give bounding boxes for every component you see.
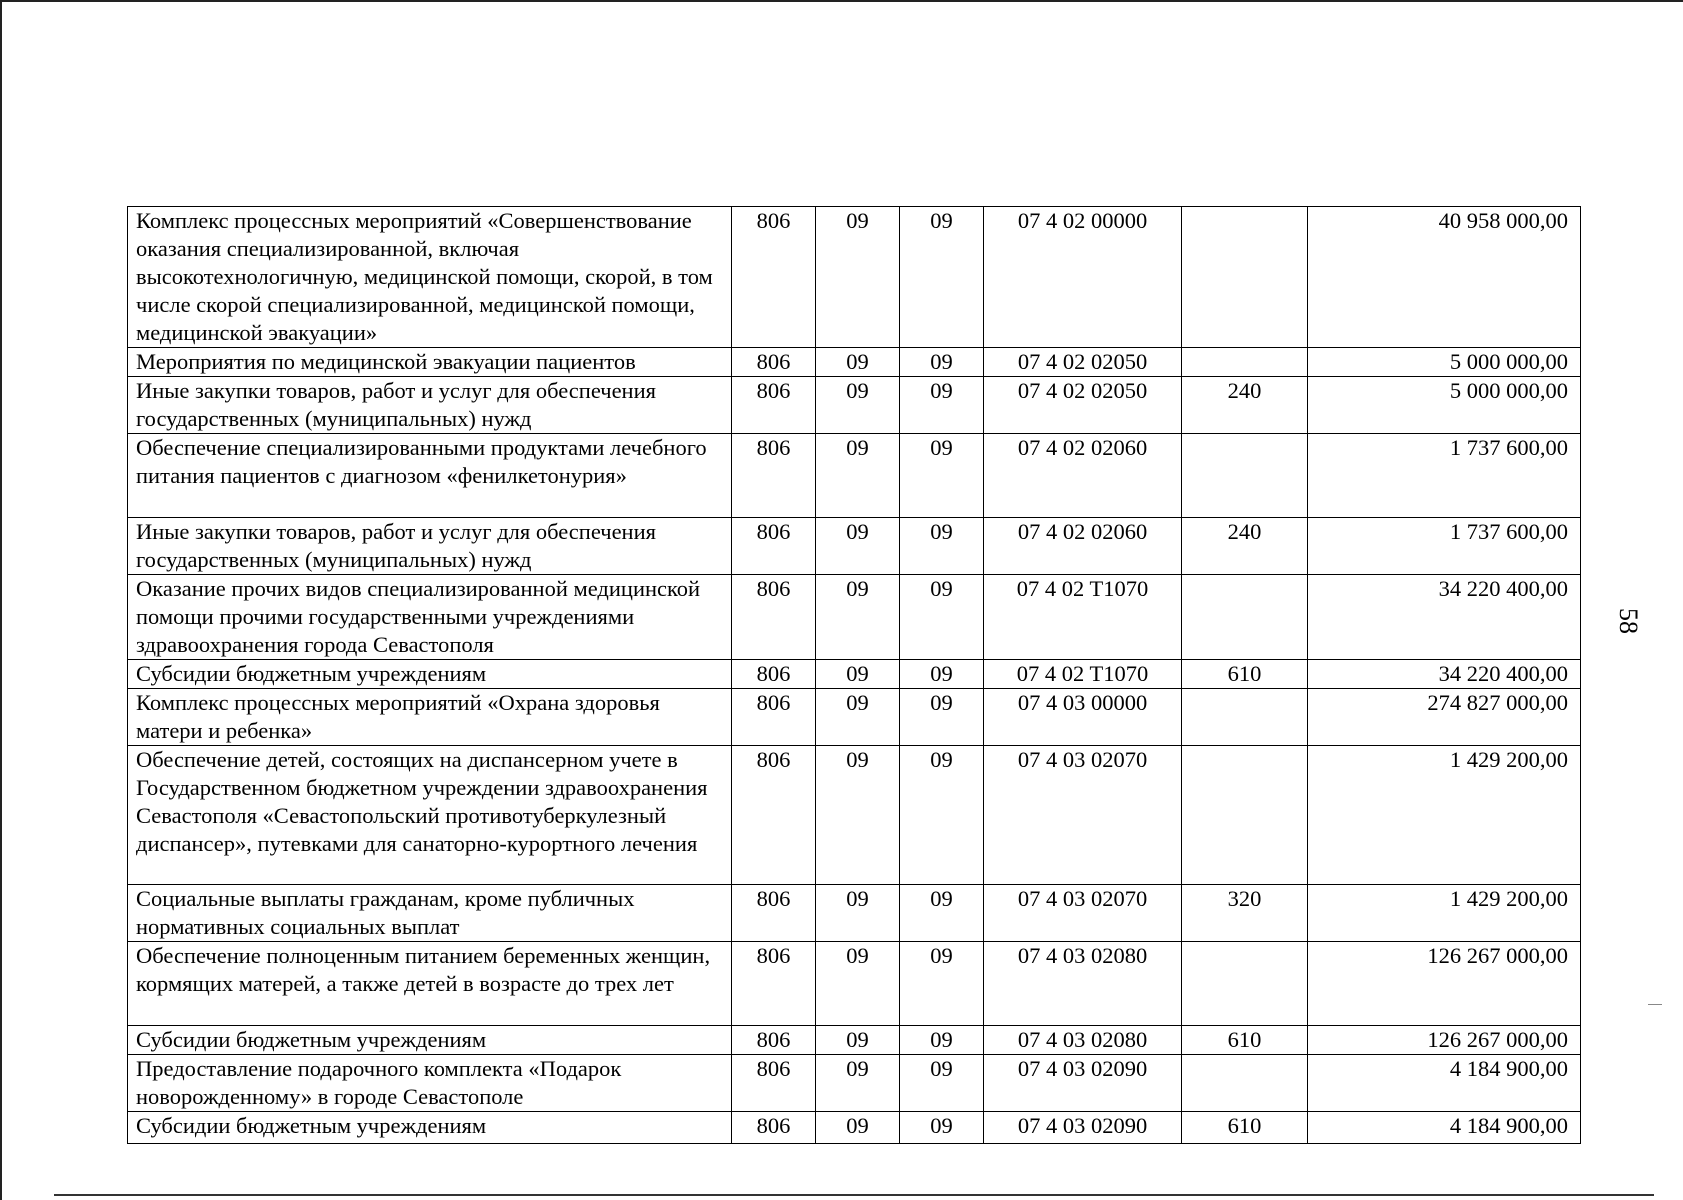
row-subsection-code: 09 (900, 348, 984, 377)
row-grbs-code: 806 (732, 518, 816, 575)
row-section-code: 09 (816, 660, 900, 689)
row-subsection-code: 09 (900, 434, 984, 518)
row-grbs-code: 806 (732, 1055, 816, 1112)
row-grbs-code: 806 (732, 660, 816, 689)
row-name: Предоставление подарочного комплекта «Подарок новорожденному» в городе Севастополе (128, 1055, 732, 1112)
table-row (128, 1026, 1581, 1055)
row-target-article: 07 4 02 02060 (984, 434, 1182, 518)
row-amount: 1 429 200,00 (1308, 885, 1581, 942)
table-row (128, 942, 1581, 1026)
budget-table-body (128, 207, 1581, 1144)
row-section-code: 09 (816, 207, 900, 348)
row-section-code: 09 (816, 518, 900, 575)
row-grbs-code: 806 (732, 207, 816, 348)
row-target-article: 07 4 03 00000 (984, 689, 1182, 746)
row-target-article: 07 4 02 02050 (984, 377, 1182, 434)
row-section-code: 09 (816, 1055, 900, 1112)
page-number: 58 (1614, 608, 1643, 634)
budget-table (127, 206, 1581, 1144)
row-grbs-code: 806 (732, 575, 816, 660)
row-target-article: 07 4 02 00000 (984, 207, 1182, 348)
row-target-article: 07 4 02 02050 (984, 348, 1182, 377)
row-target-article: 07 4 03 02070 (984, 746, 1182, 885)
row-section-code: 09 (816, 434, 900, 518)
row-name: Обеспечение полноценным питанием беременных женщин, кормящих матерей, а также детей в возрасте до трех лет (128, 942, 732, 1026)
row-grbs-code: 806 (732, 689, 816, 746)
row-name: Субсидии бюджетным учреждениям (128, 1112, 732, 1144)
row-expense-type (1182, 575, 1308, 660)
row-expense-type (1182, 207, 1308, 348)
row-subsection-code: 09 (900, 1112, 984, 1144)
scan-edge-mark (1648, 1004, 1662, 1005)
row-amount: 34 220 400,00 (1308, 575, 1581, 660)
row-expense-type: 610 (1182, 660, 1308, 689)
table-row (128, 207, 1581, 348)
row-section-code: 09 (816, 575, 900, 660)
row-grbs-code: 806 (732, 434, 816, 518)
row-expense-type (1182, 746, 1308, 885)
row-amount: 1 737 600,00 (1308, 434, 1581, 518)
row-section-code: 09 (816, 377, 900, 434)
row-subsection-code: 09 (900, 660, 984, 689)
row-grbs-code: 806 (732, 377, 816, 434)
row-name: Социальные выплаты гражданам, кроме публичных нормативных социальных выплат (128, 885, 732, 942)
row-grbs-code: 806 (732, 885, 816, 942)
row-amount: 1 737 600,00 (1308, 518, 1581, 575)
row-amount: 4 184 900,00 (1308, 1112, 1581, 1144)
row-subsection-code: 09 (900, 377, 984, 434)
row-grbs-code: 806 (732, 1026, 816, 1055)
row-target-article: 07 4 03 02090 (984, 1055, 1182, 1112)
table-row (128, 746, 1581, 885)
row-grbs-code: 806 (732, 942, 816, 1026)
row-target-article: 07 4 03 02070 (984, 885, 1182, 942)
row-section-code: 09 (816, 1026, 900, 1055)
row-subsection-code: 09 (900, 942, 984, 1026)
row-target-article: 07 4 03 02080 (984, 942, 1182, 1026)
row-amount: 34 220 400,00 (1308, 660, 1581, 689)
row-subsection-code: 09 (900, 518, 984, 575)
row-grbs-code: 806 (732, 348, 816, 377)
row-amount: 126 267 000,00 (1308, 942, 1581, 1026)
table-row (128, 885, 1581, 942)
row-expense-type: 610 (1182, 1112, 1308, 1144)
row-subsection-code: 09 (900, 207, 984, 348)
row-name: Комплекс процессных мероприятий «Совершенствование оказания специализированной, включая высокотехнологичную, медицинской помощи, скорой, в том числе скорой специализированной, медицинской помощи, медицинской эвакуации» (128, 207, 732, 348)
row-name: Мероприятия по медицинской эвакуации пациентов (128, 348, 732, 377)
row-name: Субсидии бюджетным учреждениям (128, 660, 732, 689)
table-row (128, 575, 1581, 660)
table-row (128, 689, 1581, 746)
row-amount: 5 000 000,00 (1308, 377, 1581, 434)
row-grbs-code: 806 (732, 746, 816, 885)
row-expense-type: 610 (1182, 1026, 1308, 1055)
row-amount: 1 429 200,00 (1308, 746, 1581, 885)
row-name: Иные закупки товаров, работ и услуг для обеспечения государственных (муниципальных) нужд (128, 377, 732, 434)
table-row (128, 1112, 1581, 1144)
table-row (128, 518, 1581, 575)
row-section-code: 09 (816, 348, 900, 377)
table-row (128, 1055, 1581, 1112)
row-name: Субсидии бюджетным учреждениям (128, 1026, 732, 1055)
row-target-article: 07 4 02 02060 (984, 518, 1182, 575)
row-target-article: 07 4 02 T1070 (984, 575, 1182, 660)
row-name: Оказание прочих видов специализированной медицинской помощи прочими государственными учреждениями здравоохранения города Севастополя (128, 575, 732, 660)
row-section-code: 09 (816, 746, 900, 885)
row-expense-type: 240 (1182, 377, 1308, 434)
row-section-code: 09 (816, 885, 900, 942)
row-target-article: 07 4 03 02080 (984, 1026, 1182, 1055)
row-expense-type (1182, 434, 1308, 518)
row-section-code: 09 (816, 1112, 900, 1144)
row-amount: 40 958 000,00 (1308, 207, 1581, 348)
table-row (128, 660, 1581, 689)
row-amount: 126 267 000,00 (1308, 1026, 1581, 1055)
page-border-left (0, 0, 2, 1200)
row-expense-type (1182, 942, 1308, 1026)
row-amount: 4 184 900,00 (1308, 1055, 1581, 1112)
table-row (128, 348, 1581, 377)
row-target-article: 07 4 03 02090 (984, 1112, 1182, 1144)
row-subsection-code: 09 (900, 1026, 984, 1055)
row-subsection-code: 09 (900, 1055, 984, 1112)
row-expense-type (1182, 1055, 1308, 1112)
page-border-top (0, 0, 1683, 2)
page-border-bottom (54, 1194, 1654, 1196)
row-amount: 274 827 000,00 (1308, 689, 1581, 746)
row-section-code: 09 (816, 689, 900, 746)
row-grbs-code: 806 (732, 1112, 816, 1144)
row-name: Обеспечение специализированными продуктами лечебного питания пациентов с диагнозом «фенилкетонурия» (128, 434, 732, 518)
row-amount: 5 000 000,00 (1308, 348, 1581, 377)
row-expense-type (1182, 689, 1308, 746)
table-row (128, 434, 1581, 518)
row-section-code: 09 (816, 942, 900, 1026)
row-subsection-code: 09 (900, 575, 984, 660)
row-name: Комплекс процессных мероприятий «Охрана здоровья матери и ребенка» (128, 689, 732, 746)
row-subsection-code: 09 (900, 689, 984, 746)
row-target-article: 07 4 02 T1070 (984, 660, 1182, 689)
row-name: Обеспечение детей, состоящих на диспансерном учете в Государственном бюджетном учреждении здравоохранения Севастополя «Севастопольский противотуберкулезный диспансер», путевками для санаторно-курортного лечения (128, 746, 732, 885)
table-row (128, 377, 1581, 434)
row-expense-type: 320 (1182, 885, 1308, 942)
row-subsection-code: 09 (900, 885, 984, 942)
row-name: Иные закупки товаров, работ и услуг для обеспечения государственных (муниципальных) нужд (128, 518, 732, 575)
row-subsection-code: 09 (900, 746, 984, 885)
row-expense-type (1182, 348, 1308, 377)
row-expense-type: 240 (1182, 518, 1308, 575)
